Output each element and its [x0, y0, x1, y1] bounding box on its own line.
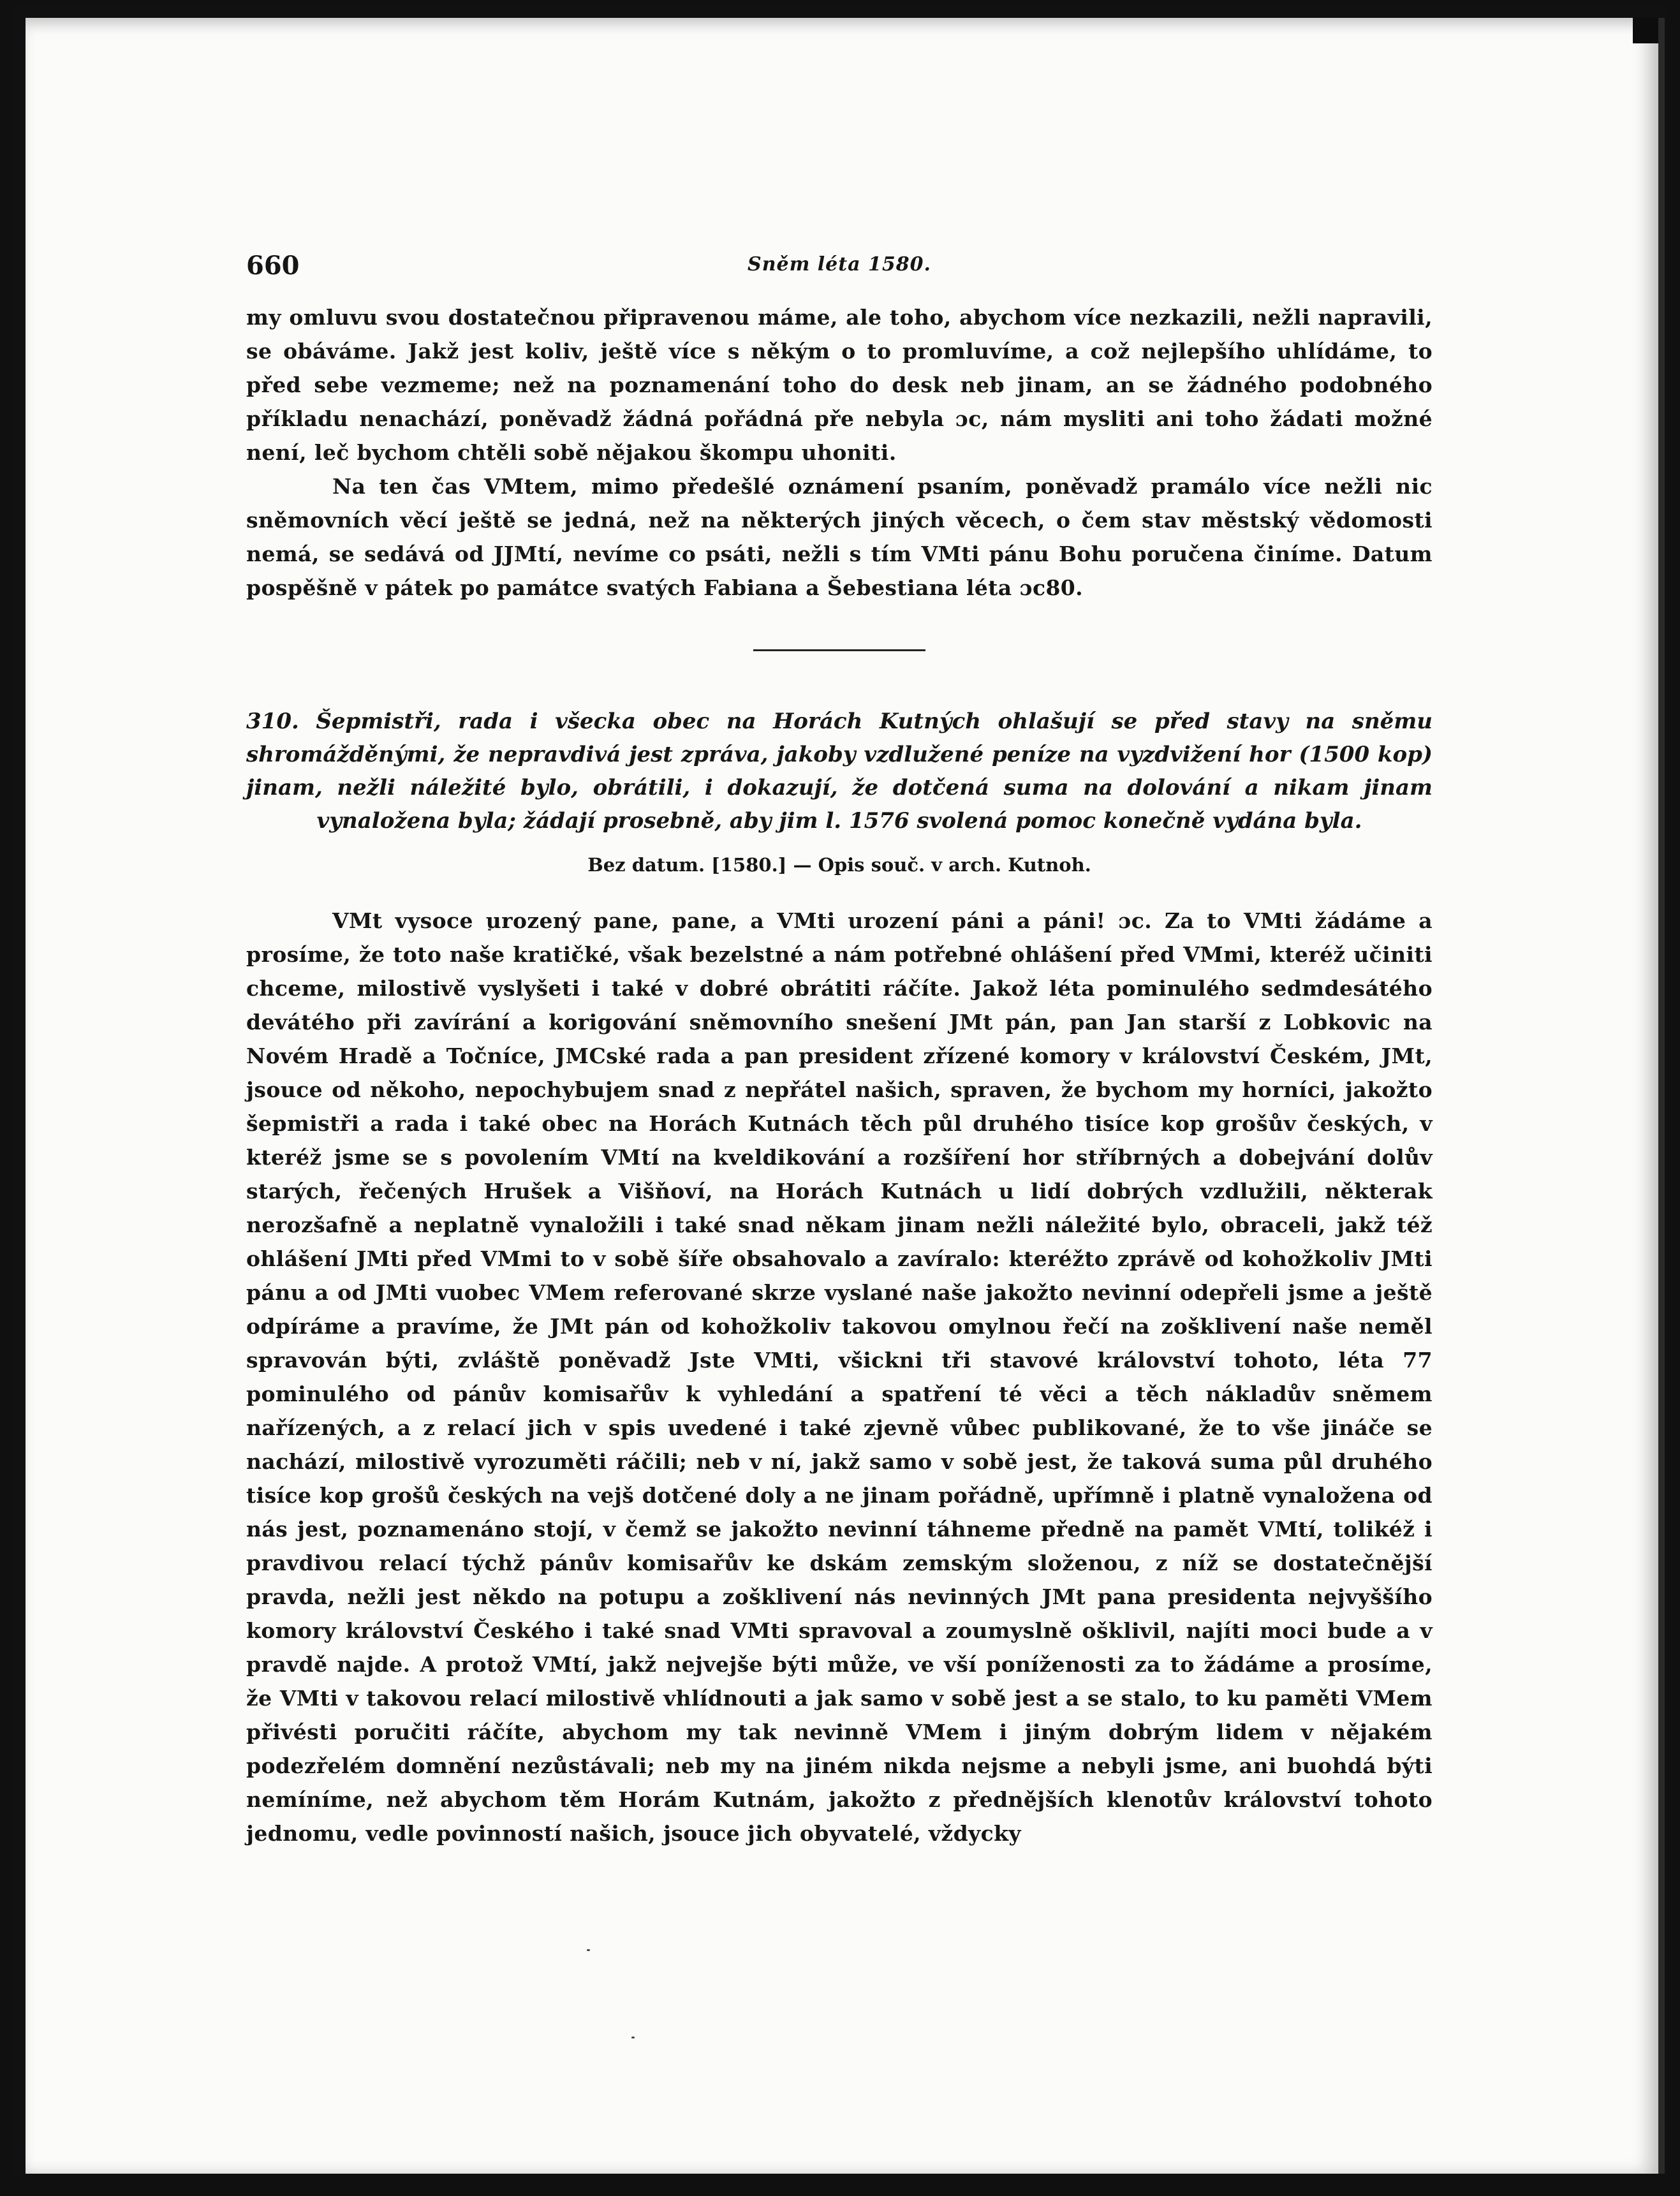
scan-edge-shadow [1633, 18, 1658, 43]
letter-paragraph: Na ten čas VMtem, mimo předešlé oznámení psaním, poněvadž pramálo více nežli nic sněmovních věcí ještě se jedná, než na některých jiných věcech, o čem stav městský vědomosti nemá, se sedává od JJMtí, nevíme co psáti, nežli s tím VMti pánu Bohu poručena činíme. Datum pospěšně v pátek po památce svatých Fabiana a Šebestiana léta ɔc80. [246, 474, 1433, 600]
running-title: Sněm léta 1580. [748, 253, 931, 276]
letter-paragraph: my omluvu svou dostatečnou připravenou máme, ale toho, abychom více nezkazili, nežli napravili, se obáváme. Jakž jest koliv, ještě více s někým o to promluvíme, a což nejlepšího uhlídáme, to před sebe vezmeme; než na poznamenání toho do desk neb jinam, an se žádného podobného příkladu nenachází, poněvadž žádná pořádná pře nebyla ɔc, nám mysliti ani toho žádati možné není, leč bychom chtěli sobě nějakou škompu uhoniti. [246, 305, 1433, 465]
document-heading: 310. Šepmistři, rada i všecka obec na Horách Kutných ohlašují se před stavy na sněmu shromážděnými, že nepravdivá jest zpráva, jakoby vzdlužené peníze na vyzdvižení hor (1500 kop) jinam, nežli náležité bylo, obrátili, i dokazují, že dotčená suma na dolování a nikam jinam vynaložena byla; žádají prosebně, aby jim l. 1576 svolená pomoc konečně vydána byla. [246, 709, 1433, 834]
ink-speck [631, 2037, 635, 2038]
section-divider [753, 649, 925, 651]
page-content [246, 246, 1433, 1850]
document-body: VMt vysoce urozený pane, pane, a VMti urození páni a páni! ɔc. Za to VMti žádáme a prosíme, že toto naše kratičké, však bezelstné a nám potřebné ohlášení před VMmi, kteréž učiniti chceme, milostivě vyslyšeti i také v dobré obrátiti ráčíte. Jakož léta pominulého sedmdesátého devátého při zavírání a korigování sněmovního snešení JMt pán, pan Jan starší z Lobkovic na Novém Hradě a Točníce, JMCské rada a pan president zřízené komory v království Českém, JMt, jsouce od někoho, nepochybujem snad z nepřátel našich, spraven, že bychom my horníci, jakožto šepmistři a rada i také obec na Horách Kutnách těch půl druhého tisíce kop grošův českých, v kteréž jsme se s povolením VMtí na kveldikování a rozšíření hor stříbrných a dobejvání dolův starých, řečených Hrušek a Višňoví, na Horách Kutnách u lidí dobrých vzdlužili, některak nerozšafně a neplatně vynaložili i také snad někam jinam nežli náležité bylo, obraceli, jakž též ohlášení JMti před VMmi to v sobě šíře obsahovalo a zavíralo: kteréžto zprávě od kohožkoliv JMti pánu a od JMti vuobec VMem referované skrze vyslané naše jakožto nevinní odepřeli jsme a ještě odpíráme a pravíme, že JMt pán od kohožkoliv takovou omylnou řečí na zošklivení naše neměl spravován býti, zvláště poněvadž Jste VMti, všickni tři stavové království tohoto, léta 77 pominulého od pánův komisařův k vyhledání a spatření té věci a těch nákladův sněmem nařízených, a z relací jich v spis uvedené i také zjevně vůbec publikované, že to vše jináče se nachází, milostivě vyrozuměti ráčili; neb v ní, jakž samo v sobě jest, že taková suma půl druhého tisíce kop grošů českých na vejš dotčené doly a ne jinam pořádně, upřímně i platně vynaložena od nás jest, poznamenáno stojí, v čemž se jakožto nevinní táhneme předně na pamět VMtí, tolikéž i pravdivou relací týchž pánův komisařův ke dskám zemským složenou, z níž se dostatečnější pravda, nežli jest někdo na potupu a zošklivení nás nevinných JMt pana presidenta nejvyššího komory království Českého i také snad VMti spravoval a zoumyslně ošklivil, najíti moci bude a v pravdě najde. A protož VMtí, jakž nejvejše býti může, ve vší poníženosti za to žádáme a prosíme, že VMti v takovou relací milostivě vhlídnouti a jak samo v sobě jest a se stalo, to ku paměti VMem přivésti poručiti ráčíte, abychom my tak nevinně VMem i jiným dobrým lidem v nějakém podezřelém domnění nezůstávali; neb my na jiném nikda nejsme a nebyli jsme, ani buohdá býti nemíníme, než abychom těm Horám Kutnám, jakožto z přednějších klenotův království tohoto jednomu, vedle povinností našich, jsouce jich obyvatelé, vždycky [246, 908, 1433, 1846]
ink-speck [587, 1949, 590, 1951]
page-number: 660 [246, 251, 300, 281]
source-note: Bez datum. [1580.] — Opis souč. v arch. Kutnoh. [587, 854, 1091, 876]
running-header [246, 246, 1433, 284]
